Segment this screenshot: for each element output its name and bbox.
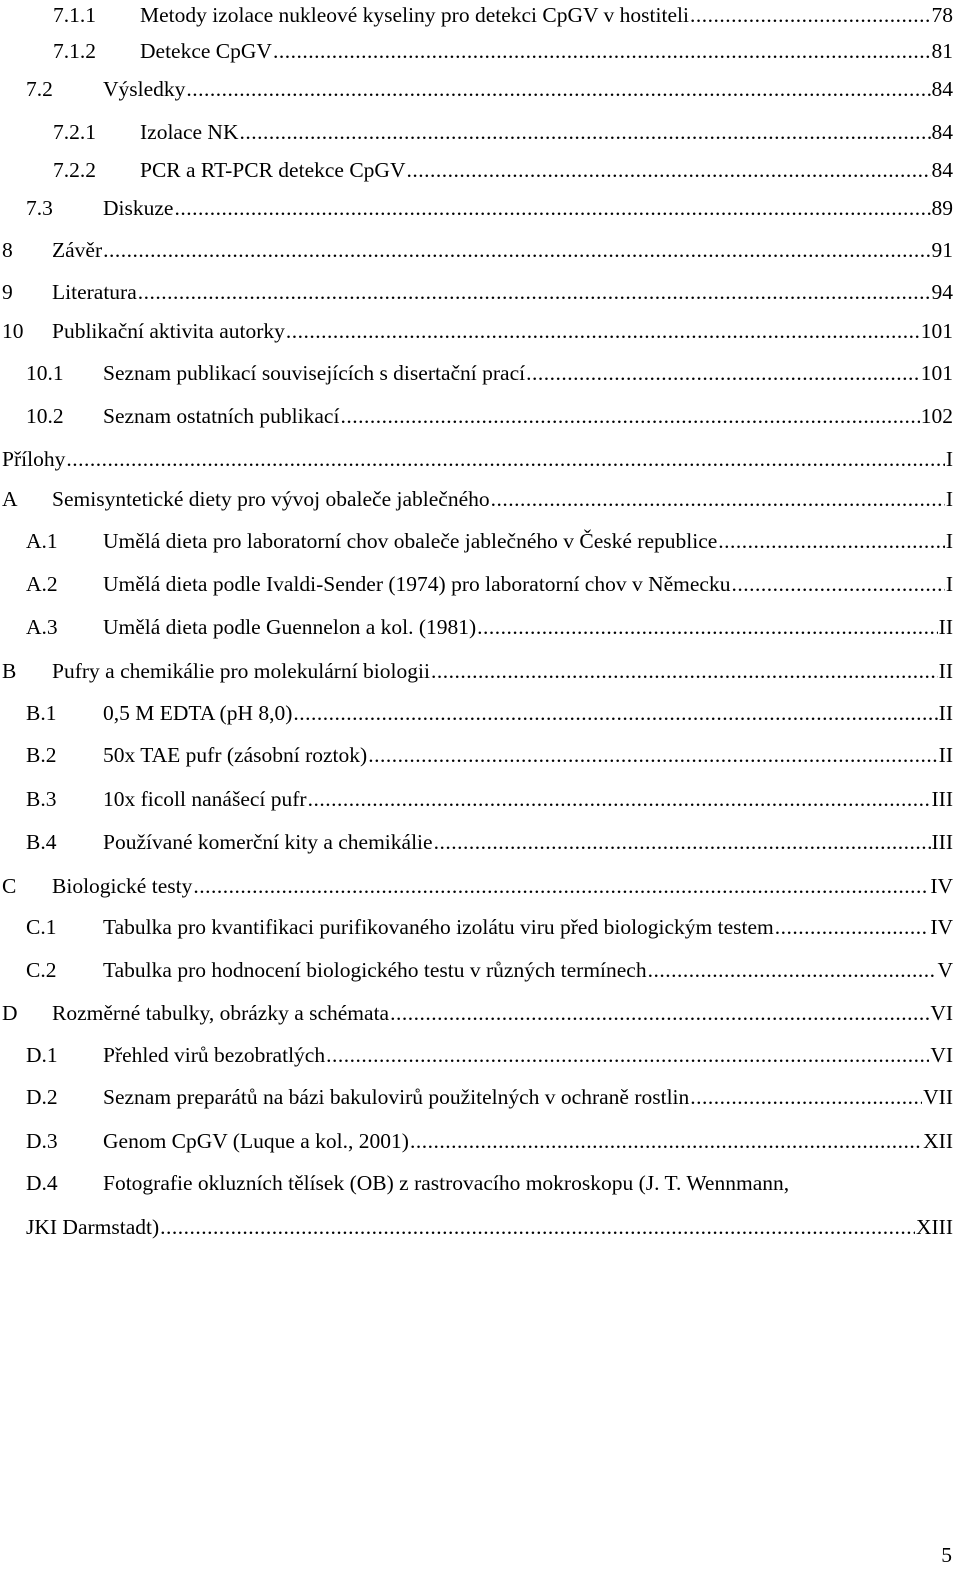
toc-entry-number: B.2 — [26, 743, 57, 767]
toc-entry[interactable] — [26, 1126, 953, 1156]
toc-entry-title: Přehled virů bezobratlých — [103, 1043, 326, 1067]
toc-entry-page: 84 — [931, 120, 953, 144]
toc-entry-page: 101 — [920, 319, 953, 343]
toc-entry-number: B.1 — [26, 701, 57, 725]
toc-leader-dots — [718, 526, 945, 556]
toc-entry-number: 10.1 — [26, 361, 64, 385]
toc-leader-dots — [174, 193, 930, 223]
toc-entry[interactable] — [53, 36, 953, 66]
toc-entry-number: 7.2 — [26, 77, 53, 101]
toc-entry-page: II — [938, 701, 953, 725]
toc-entry-page: 102 — [920, 404, 953, 428]
toc-entry-number: 7.2.2 — [53, 158, 96, 182]
toc-entry-page: III — [931, 830, 953, 854]
toc-entry-page: 78 — [931, 3, 953, 27]
toc-leader-dots — [690, 0, 931, 30]
toc-entry[interactable] — [2, 871, 953, 901]
toc-entry-page: III — [931, 787, 953, 811]
toc-entry-title: Metody izolace nukleové kyseliny pro detekci CpGV v hostiteli — [140, 3, 689, 27]
toc-entry[interactable] — [26, 193, 953, 223]
toc-entry-number: 8 — [2, 238, 13, 262]
toc-entry-number: 10.2 — [26, 404, 64, 428]
toc-leader-dots — [526, 358, 920, 388]
toc-entry[interactable] — [26, 526, 953, 556]
toc-leader-dots — [434, 827, 931, 857]
toc-entry-title: Izolace NK — [140, 120, 239, 144]
toc-entry-number: C.2 — [26, 958, 57, 982]
toc-entry-title: Umělá dieta podle Ivaldi-Sender (1974) pro laboratorní chov v Německu — [103, 572, 731, 596]
toc-entry-number: B — [2, 659, 17, 683]
toc-entry-page: XII — [923, 1129, 953, 1153]
toc-entry-title: 0,5 M EDTA (pH 8,0) — [103, 701, 293, 725]
toc-entry-number: A.1 — [26, 529, 58, 553]
toc-entry[interactable] — [53, 117, 953, 147]
toc-entry-title: Umělá dieta podle Guennelon a kol. (1981) — [103, 615, 477, 639]
toc-entry-page: 84 — [931, 77, 953, 101]
toc-entry-page: V — [937, 958, 953, 982]
toc-entry-title: Seznam ostatních publikací — [103, 404, 340, 428]
toc-entry-title: 10x ficoll nanášecí pufr — [103, 787, 307, 811]
toc-leader-dots — [731, 569, 944, 599]
toc-entry-title: Diskuze — [103, 196, 174, 220]
toc-entry[interactable] — [2, 656, 953, 686]
toc-entry[interactable] — [26, 612, 953, 642]
toc-leader-dots — [491, 484, 945, 514]
toc-entry[interactable] — [2, 316, 953, 346]
toc-entry-title: JKI Darmstadt) — [26, 1215, 160, 1239]
toc-entry-page: XIII — [915, 1215, 953, 1239]
toc-entry[interactable] — [2, 484, 953, 514]
toc-entry-number: B.3 — [26, 787, 57, 811]
toc-entry-number: 7.3 — [26, 196, 53, 220]
toc-leader-dots — [340, 401, 919, 431]
toc-entry-title: Detekce CpGV — [140, 39, 272, 63]
toc-entry-page: 81 — [931, 39, 953, 63]
toc-entry-page: 91 — [931, 238, 953, 262]
toc-entry-title: Závěr — [52, 238, 103, 262]
toc-leader-dots — [431, 656, 938, 686]
toc-entry[interactable] — [26, 955, 953, 985]
toc-leader-dots — [390, 998, 929, 1028]
toc-leader-dots — [239, 117, 930, 147]
toc-entry-page: 94 — [931, 280, 953, 304]
toc-leader-dots — [477, 612, 938, 642]
toc-leader-dots — [690, 1082, 922, 1112]
toc-entry[interactable] — [26, 784, 953, 814]
toc-entry[interactable] — [53, 0, 953, 30]
toc-entry-title: Výsledky — [103, 77, 186, 101]
toc-entry-title: Seznam publikací souvisejících s disertační prací — [103, 361, 526, 385]
toc-leader-dots — [406, 155, 930, 185]
toc-entry-page: I — [945, 572, 953, 596]
toc-entry-title: PCR a RT-PCR detekce CpGV — [140, 158, 406, 182]
toc-entry-page: I — [945, 447, 953, 471]
toc-entry[interactable] — [26, 740, 953, 770]
toc-entry-title: Přílohy — [2, 447, 66, 471]
toc-entry[interactable] — [26, 358, 953, 388]
toc-entry[interactable] — [26, 401, 953, 431]
toc-leader-dots — [66, 444, 945, 474]
toc-entry-number: 9 — [2, 280, 13, 304]
toc-leader-dots — [648, 955, 937, 985]
toc-entry-title: 50x TAE pufr (zásobní roztok) — [103, 743, 368, 767]
toc-entry[interactable] — [26, 1040, 953, 1070]
toc-entry-number: 7.2.1 — [53, 120, 96, 144]
toc-entry-number: C — [2, 874, 17, 898]
toc-leader-dots — [193, 871, 929, 901]
toc-entry-page: 101 — [920, 361, 953, 385]
toc-entry-title: Literatura — [52, 280, 137, 304]
toc-entry-number: C.1 — [26, 915, 57, 939]
page-number: 5 — [941, 1543, 952, 1567]
toc-entry-number: D.3 — [26, 1129, 58, 1153]
toc-entry-page: IV — [930, 915, 953, 939]
toc-entry-number: D.2 — [26, 1085, 58, 1109]
toc-leader-dots — [273, 36, 931, 66]
toc-entry-title: Tabulka pro hodnocení biologického testu v různých termínech — [103, 958, 647, 982]
toc-entry[interactable] — [2, 998, 953, 1028]
toc-entry-number: A.2 — [26, 572, 58, 596]
toc-entry-page: II — [938, 659, 953, 683]
toc-leader-dots — [103, 235, 930, 265]
toc-entry[interactable] — [26, 912, 953, 942]
toc-entry-number: D.1 — [26, 1043, 58, 1067]
toc-entry-number: 10 — [2, 319, 24, 343]
toc-leader-dots — [293, 698, 937, 728]
toc-entry-number: A — [2, 487, 18, 511]
toc-entry[interactable] — [2, 277, 953, 307]
toc-entry-title: Používané komerční kity a chemikálie — [103, 830, 433, 854]
toc-entry-page: 84 — [931, 158, 953, 182]
toc-leader-dots — [308, 784, 931, 814]
toc-entry[interactable] — [26, 827, 953, 857]
toc-entry-number: D — [2, 1001, 18, 1025]
toc-entry-number: 7.1.2 — [53, 39, 96, 63]
toc-entry[interactable] — [26, 569, 953, 599]
toc-entry-number: D.4 — [26, 1171, 58, 1195]
toc-entry[interactable] — [2, 444, 953, 474]
toc-entry-page: IV — [930, 874, 953, 898]
toc-entry-title: Tabulka pro kvantifikaci purifikovaného izolátu viru před biologickým testem — [103, 915, 774, 939]
toc-entry[interactable] — [26, 74, 953, 104]
toc-leader-dots — [186, 74, 930, 104]
toc-leader-dots — [775, 912, 930, 942]
toc-entry-title: Publikační aktivita autorky — [52, 319, 285, 343]
toc-entry-page: I — [945, 487, 953, 511]
toc-entry-title: Semisyntetické diety pro vývoj obaleče jablečného — [52, 487, 490, 511]
toc-entry-number: A.3 — [26, 615, 58, 639]
toc-leader-dots — [286, 316, 920, 346]
toc-entry-number: B.4 — [26, 830, 57, 854]
toc-entry-page: 89 — [931, 196, 953, 220]
toc-entry-title: Rozměrné tabulky, obrázky a schémata — [52, 1001, 390, 1025]
toc-entry-title: Seznam preparátů na bázi bakulovirů použitelných v ochraně rostlin — [103, 1085, 690, 1109]
toc-entry-title: Genom CpGV (Luque a kol., 2001) — [103, 1129, 409, 1153]
toc-entry-title: Fotografie okluzních tělísek (OB) z rastrovacího mokroskopu (J. T. Wennmann, — [103, 1171, 790, 1195]
toc-entry-page: II — [938, 615, 953, 639]
toc-leader-dots — [160, 1212, 915, 1242]
toc-entry-page: VI — [930, 1001, 953, 1025]
toc-entry-title: Pufry a chemikálie pro molekulární biologii — [52, 659, 430, 683]
toc-entry-title: Umělá dieta pro laboratorní chov obaleče jablečného v České republice — [103, 529, 718, 553]
toc-entry[interactable] — [26, 698, 953, 728]
toc-leader-dots — [410, 1126, 922, 1156]
toc-entry-page: I — [945, 529, 953, 553]
toc-entry-page: II — [938, 743, 953, 767]
toc-entry[interactable] — [26, 1212, 953, 1242]
toc-entry[interactable] — [26, 1082, 953, 1112]
toc-entry[interactable] — [2, 235, 953, 265]
toc-entry[interactable] — [53, 155, 953, 185]
toc-leader-dots — [138, 277, 931, 307]
toc-entry-page: VI — [930, 1043, 953, 1067]
toc-entry-page: VII — [923, 1085, 953, 1109]
toc-entry-title: Biologické testy — [52, 874, 193, 898]
toc-entry-number: 7.1.1 — [53, 3, 96, 27]
toc-leader-dots — [368, 740, 937, 770]
toc-leader-dots — [326, 1040, 929, 1070]
